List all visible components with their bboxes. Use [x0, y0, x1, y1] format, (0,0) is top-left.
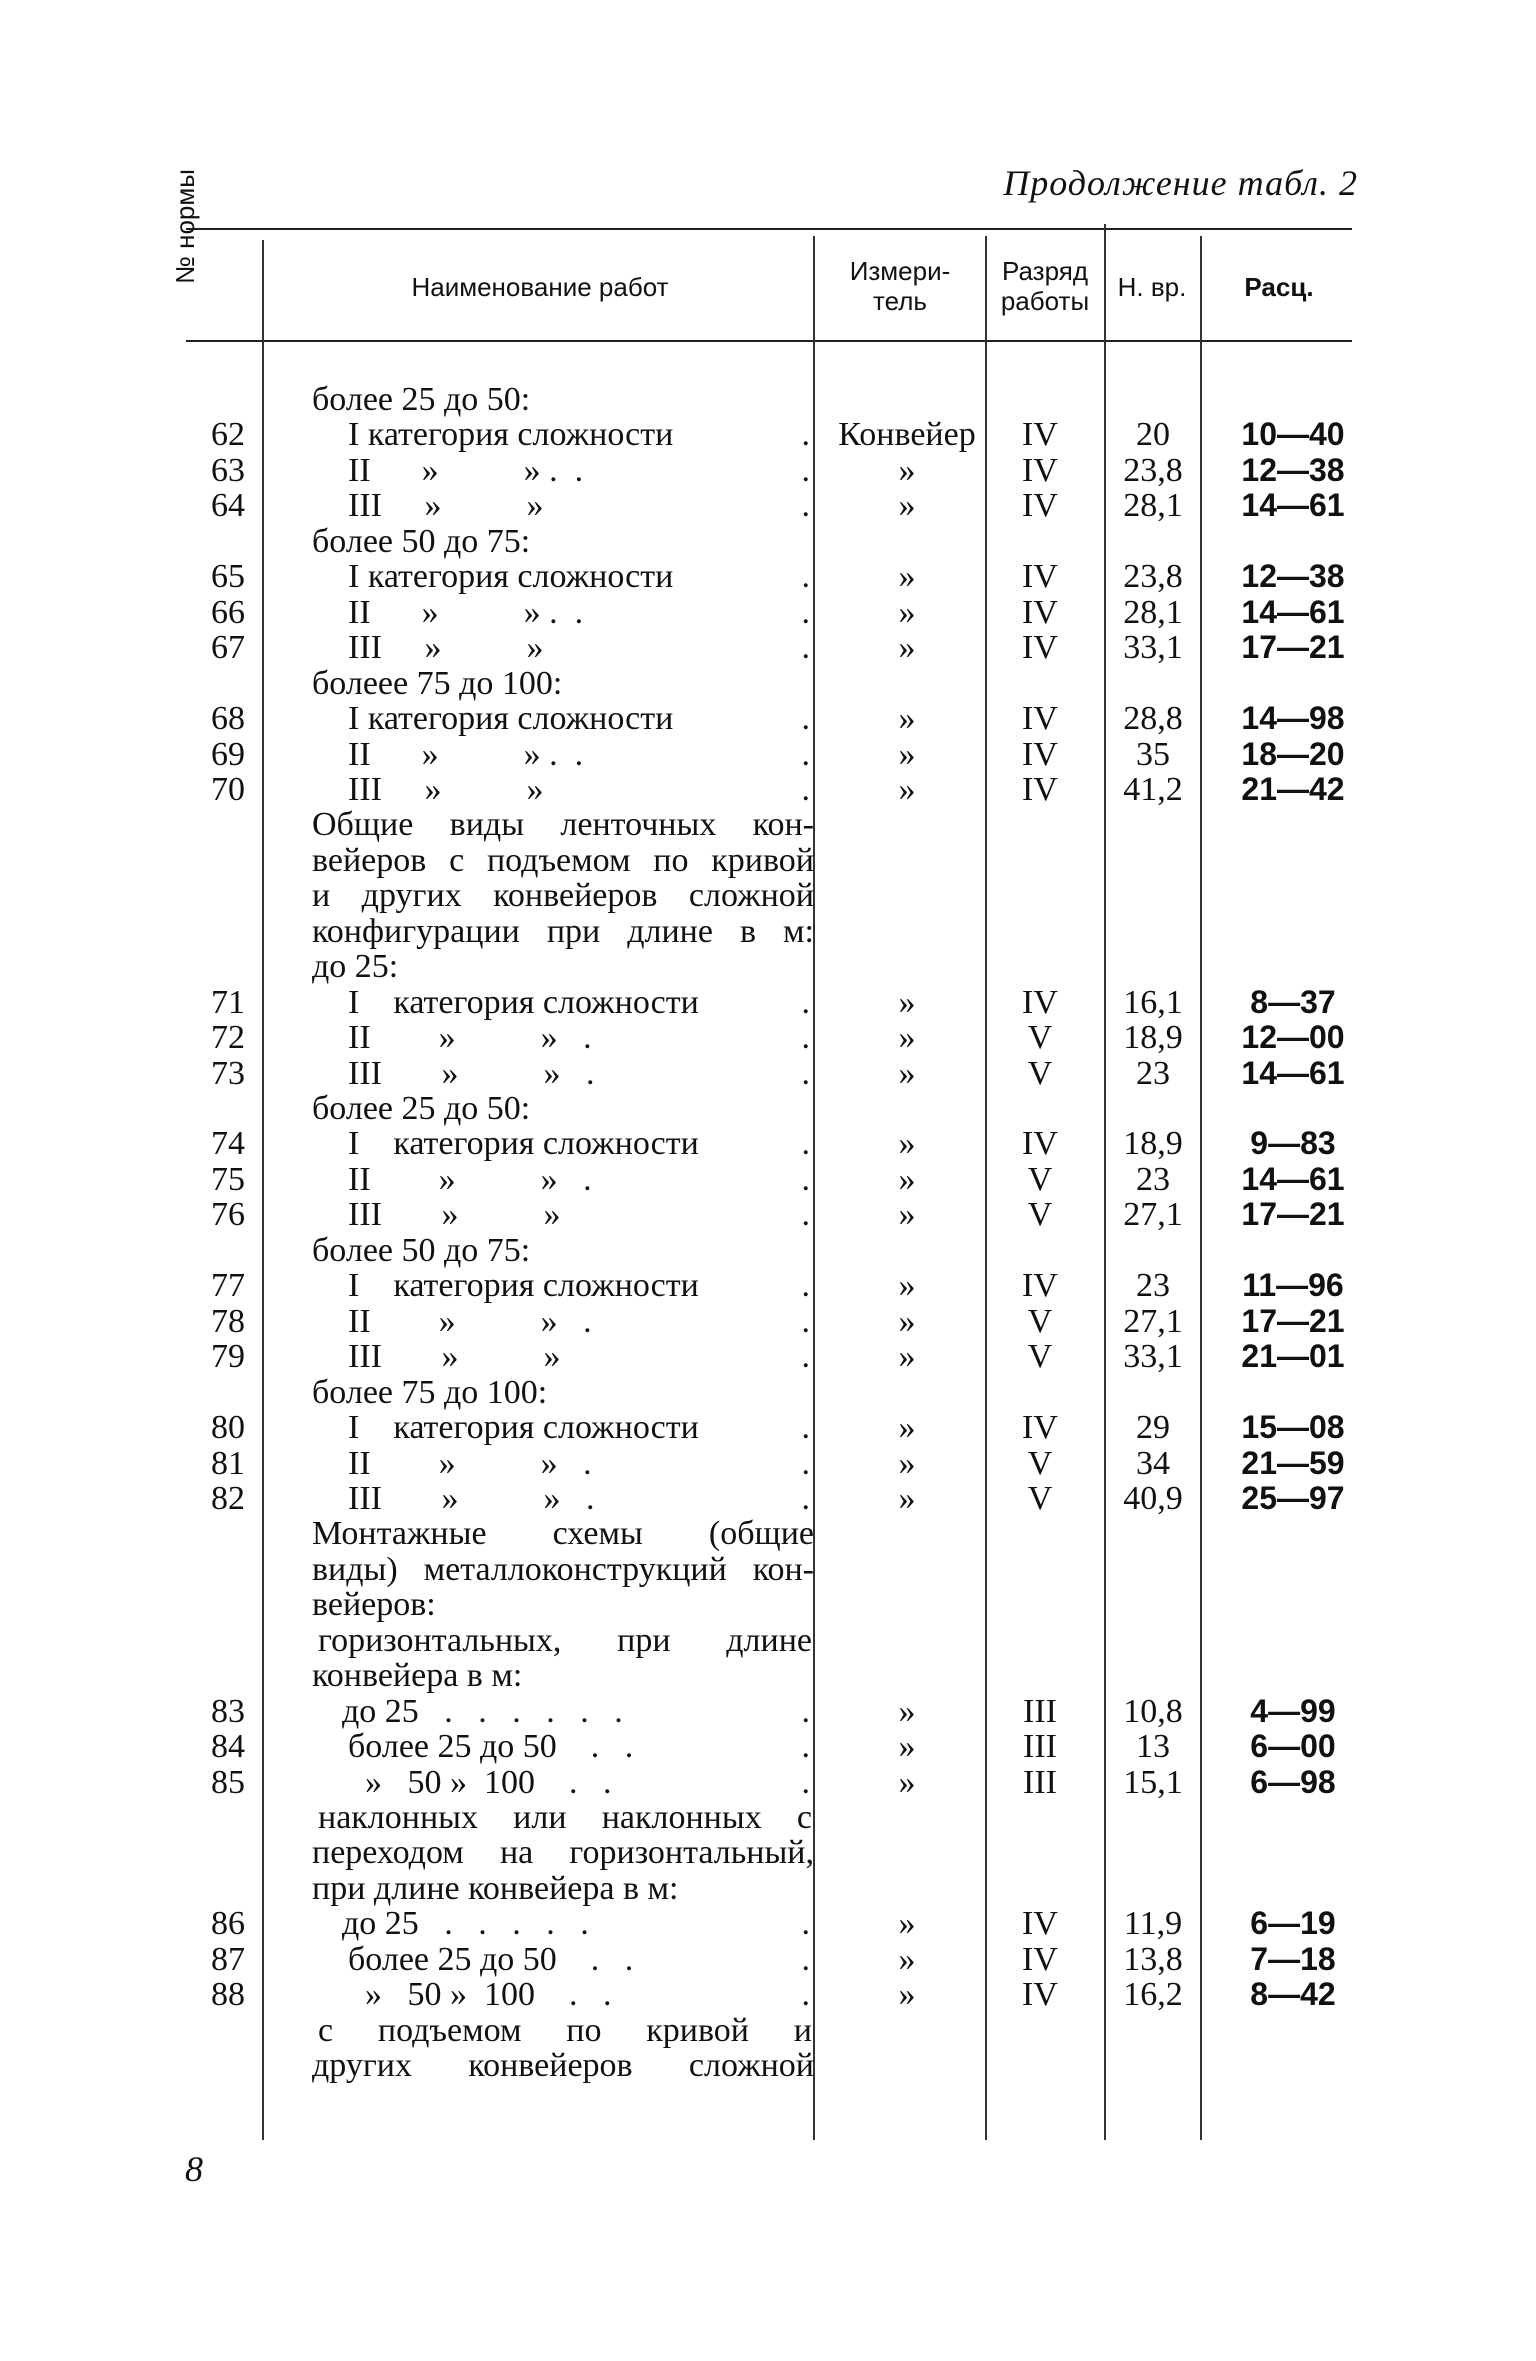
work-grade: IV: [1022, 1267, 1058, 1305]
table-row: [0, 1552, 1536, 1587]
work-name: более 75 до 100:: [312, 1373, 548, 1411]
work-name: II » » . .: [348, 735, 584, 773]
leader-dot: .: [801, 1019, 810, 1057]
work-name: II » » .: [348, 1302, 592, 1340]
work-name: » 50 » 100 . .: [348, 1976, 612, 2014]
rate-value: 6—98: [1250, 1763, 1336, 1800]
measure-unit: »: [898, 593, 916, 631]
header-name: Наименование работ: [411, 272, 669, 302]
norm-number: 88: [211, 1976, 245, 2014]
work-grade: V: [1027, 1444, 1053, 1482]
header-meas-line1: Измери-: [849, 256, 951, 286]
table-row: [0, 985, 1536, 1020]
work-name: виды) металлоконструкций кон-: [312, 1550, 814, 1588]
time-norm: 23: [1136, 1160, 1170, 1198]
rate-value: 4—99: [1250, 1692, 1336, 1729]
time-norm: 23: [1136, 1267, 1170, 1305]
measure-unit: »: [898, 983, 916, 1021]
header-bottom-rule: [186, 340, 1352, 342]
time-norm: 15,1: [1123, 1763, 1183, 1801]
measure-unit: »: [898, 558, 916, 596]
time-norm: 27,1: [1123, 1196, 1183, 1234]
work-name: I категория сложности: [348, 558, 674, 596]
table-row: [0, 1233, 1536, 1268]
table-row: [0, 1800, 1536, 1835]
work-grade: IV: [1022, 1976, 1058, 2014]
measure-unit: »: [898, 1338, 916, 1376]
table-row: [0, 1162, 1536, 1197]
table-row: [0, 1623, 1536, 1658]
measure-unit: »: [898, 1196, 916, 1234]
measure-unit: »: [898, 1728, 916, 1766]
work-name: I категория сложности: [348, 1267, 699, 1305]
rate-value: 18—20: [1241, 735, 1345, 772]
leader-dot: .: [801, 1302, 810, 1340]
leader-dot: .: [801, 629, 810, 667]
measure-unit: »: [898, 1763, 916, 1801]
header-meas-line2: тель: [873, 286, 927, 316]
work-grade: V: [1027, 1302, 1053, 1340]
table-row: [0, 1977, 1536, 2012]
work-name: вейеров с подъемом по кривой: [312, 841, 814, 879]
table-row: [0, 878, 1536, 913]
time-norm: 34: [1136, 1444, 1170, 1482]
work-grade: IV: [1022, 558, 1058, 596]
work-grade: III: [1023, 1728, 1057, 1766]
work-name: болеее 75 до 100:: [312, 664, 563, 702]
rate-value: 14—98: [1241, 700, 1345, 737]
time-norm: 13,8: [1123, 1940, 1183, 1978]
norm-number: 81: [211, 1444, 245, 1482]
work-grade: IV: [1022, 416, 1058, 454]
norm-number: 76: [211, 1196, 245, 1234]
work-name: более 50 до 75:: [312, 522, 531, 560]
work-grade: IV: [1022, 700, 1058, 738]
work-name: Монтажные схемы (общие: [312, 1515, 814, 1553]
work-name: » 50 » 100 . .: [348, 1763, 612, 1801]
rate-value: 7—18: [1250, 1940, 1336, 1977]
leader-dot: .: [801, 1196, 810, 1234]
leader-dot: .: [801, 1409, 810, 1447]
header-grade: [988, 256, 1102, 316]
rate-value: 15—08: [1241, 1409, 1345, 1446]
work-name: III » »: [348, 1196, 561, 1234]
time-norm: 13: [1136, 1728, 1170, 1766]
rate-value: 6—19: [1250, 1905, 1336, 1942]
table-row: [0, 488, 1536, 523]
time-norm: 33,1: [1123, 1338, 1183, 1376]
table-row: [0, 1091, 1536, 1126]
work-name: III » »: [348, 487, 544, 525]
work-grade: V: [1027, 1160, 1053, 1198]
work-name: конвейера в м:: [312, 1657, 523, 1695]
work-grade: IV: [1022, 451, 1058, 489]
rate-value: 12—38: [1241, 558, 1345, 595]
norm-number: 62: [211, 416, 245, 454]
rate-value: 8—37: [1250, 983, 1336, 1020]
norm-number: 71: [211, 983, 245, 1021]
table-row: [0, 1056, 1536, 1091]
work-name: наклонных или наклонных с: [318, 1799, 812, 1836]
table-row: [0, 559, 1536, 594]
leader-dot: .: [801, 487, 810, 525]
table-row: [0, 843, 1536, 878]
work-grade: V: [1027, 1338, 1053, 1376]
rate-value: 14—61: [1241, 1160, 1345, 1197]
norm-number: 66: [211, 593, 245, 631]
work-name: II » » .: [348, 1019, 592, 1057]
work-name: более 50 до 75:: [312, 1231, 531, 1269]
rate-value: 10—40: [1241, 416, 1345, 453]
leader-dot: .: [801, 1054, 810, 1092]
norm-number: 75: [211, 1160, 245, 1198]
table-row: [0, 1658, 1536, 1693]
table-row: [0, 1587, 1536, 1622]
norm-number: 86: [211, 1905, 245, 1943]
leader-dot: .: [801, 1479, 810, 1517]
rate-value: 12—00: [1241, 1019, 1345, 1056]
leader-dot: .: [801, 558, 810, 596]
measure-unit: Конвейер: [838, 416, 976, 454]
work-name: III » » .: [348, 1054, 595, 1092]
table-row: [0, 1339, 1536, 1374]
measure-unit: »: [898, 1409, 916, 1447]
table-row: [0, 914, 1536, 949]
measure-unit: »: [898, 1019, 916, 1057]
table-row: [0, 1268, 1536, 1303]
rate-value: 25—97: [1241, 1479, 1345, 1516]
work-grade: IV: [1022, 983, 1058, 1021]
measure-unit: »: [898, 1302, 916, 1340]
table-row: [0, 1410, 1536, 1445]
norm-number: 70: [211, 770, 245, 808]
measure-unit: »: [898, 735, 916, 773]
table-row: [0, 595, 1536, 630]
table-row: [0, 772, 1536, 807]
work-grade: V: [1027, 1196, 1053, 1234]
header-no: № нормы: [170, 169, 200, 284]
norm-number: 74: [211, 1125, 245, 1163]
table-row: [0, 1516, 1536, 1551]
leader-dot: .: [801, 1444, 810, 1482]
work-name: I категория сложности: [348, 1125, 699, 1163]
work-name: III » »: [348, 629, 544, 667]
rate-value: 8—42: [1250, 1976, 1336, 2013]
work-name: с подъемом по кривой и: [318, 2011, 812, 2049]
header-meas: [820, 256, 980, 316]
work-name: переходом на горизонтальный,: [312, 1834, 814, 1872]
table-row: [0, 1694, 1536, 1729]
rate-value: 14—61: [1241, 487, 1345, 524]
table-row: [0, 807, 1536, 842]
time-norm: 40,9: [1123, 1479, 1183, 1517]
time-norm: 23,8: [1123, 558, 1183, 596]
table-row: [0, 1765, 1536, 1800]
table-row: [0, 701, 1536, 736]
rate-value: 11—96: [1242, 1267, 1344, 1304]
work-name: и других конвейеров сложной: [312, 877, 814, 915]
table-row: [0, 666, 1536, 701]
norm-number: 79: [211, 1338, 245, 1376]
time-norm: 16,1: [1123, 983, 1183, 1021]
time-norm: 18,9: [1123, 1125, 1183, 1163]
work-name: I категория сложности: [348, 700, 674, 738]
time-norm: 18,9: [1123, 1019, 1183, 1057]
time-norm: 41,2: [1123, 770, 1183, 808]
table-row: [0, 1375, 1536, 1410]
measure-unit: »: [898, 1940, 916, 1978]
work-name: I категория сложности: [348, 416, 674, 454]
time-norm: 28,1: [1123, 593, 1183, 631]
work-name: II » » . .: [348, 451, 584, 489]
table-row: [0, 949, 1536, 984]
leader-dot: .: [801, 770, 810, 808]
table-row: [0, 453, 1536, 488]
leader-dot: .: [801, 1940, 810, 1978]
table-row: [0, 2048, 1536, 2083]
work-name: более 25 до 50 . .: [348, 1940, 634, 1978]
measure-unit: »: [898, 1905, 916, 1943]
rate-value: 21—42: [1241, 770, 1345, 807]
norm-number: 87: [211, 1940, 245, 1978]
time-norm: 10,8: [1123, 1692, 1183, 1730]
work-grade: IV: [1022, 1905, 1058, 1943]
work-name: более 25 до 50:: [312, 381, 531, 418]
work-name: II » » . .: [348, 593, 584, 631]
work-name: горизонтальных, при длине: [318, 1621, 812, 1659]
leader-dot: .: [801, 1905, 810, 1943]
table-row: [0, 524, 1536, 559]
table-row: [0, 382, 1536, 417]
measure-unit: »: [898, 1125, 916, 1163]
table-row: [0, 1481, 1536, 1516]
work-grade: IV: [1022, 770, 1058, 808]
header-time: Н. вр.: [1117, 272, 1187, 302]
norm-number: 69: [211, 735, 245, 773]
leader-dot: .: [801, 983, 810, 1021]
rate-value: 17—21: [1241, 1196, 1345, 1233]
leader-dot: .: [801, 1763, 810, 1801]
time-norm: 23,8: [1123, 451, 1183, 489]
work-name: до 25:: [312, 948, 399, 986]
leader-dot: .: [801, 700, 810, 738]
measure-unit: »: [898, 1444, 916, 1482]
work-name: III » » .: [348, 1479, 595, 1517]
work-name: конфигурации при длине в м:: [312, 912, 814, 950]
leader-dot: .: [801, 1160, 810, 1198]
rate-value: 17—21: [1241, 1302, 1345, 1339]
work-name: до 25 . . . . .: [342, 1905, 589, 1943]
work-grade: IV: [1022, 593, 1058, 631]
measure-unit: »: [898, 487, 916, 525]
norm-number: 77: [211, 1267, 245, 1305]
norm-number: 83: [211, 1692, 245, 1730]
leader-dot: .: [801, 1692, 810, 1730]
table-row: [0, 1942, 1536, 1977]
norm-number: 63: [211, 451, 245, 489]
header-grade-line1: Разряд: [1002, 256, 1088, 286]
rate-value: 14—61: [1241, 593, 1345, 630]
leader-dot: .: [801, 735, 810, 773]
norm-number: 67: [211, 629, 245, 667]
leader-dot: .: [801, 1267, 810, 1305]
work-name: других конвейеров сложной: [312, 2047, 814, 2085]
rate-value: 6—00: [1250, 1728, 1336, 1765]
measure-unit: »: [898, 1160, 916, 1198]
table-row: [0, 1835, 1536, 1870]
rate-value: 14—61: [1241, 1054, 1345, 1091]
work-grade: IV: [1022, 1409, 1058, 1447]
time-norm: 16,2: [1123, 1976, 1183, 2014]
norm-number: 68: [211, 700, 245, 738]
time-norm: 27,1: [1123, 1302, 1183, 1340]
norm-number: 73: [211, 1054, 245, 1092]
norm-number: 64: [211, 487, 245, 525]
measure-unit: »: [898, 629, 916, 667]
time-norm: 28,8: [1123, 700, 1183, 738]
leader-dot: .: [801, 593, 810, 631]
table-row: [0, 1446, 1536, 1481]
leader-dot: .: [801, 1338, 810, 1376]
measure-unit: »: [898, 451, 916, 489]
rate-value: 17—21: [1241, 629, 1345, 666]
norm-number: 85: [211, 1763, 245, 1801]
work-grade: III: [1023, 1763, 1057, 1801]
work-grade: V: [1027, 1479, 1053, 1517]
time-norm: 35: [1136, 735, 1170, 773]
work-name: II » » .: [348, 1160, 592, 1198]
page-number: 8: [185, 2149, 203, 2189]
work-name: вейеров:: [312, 1586, 436, 1624]
measure-unit: »: [898, 1479, 916, 1517]
work-name: при длине конвейера в м:: [312, 1869, 679, 1907]
measure-unit: »: [898, 1976, 916, 2014]
table-row: [0, 1729, 1536, 1764]
work-grade: IV: [1022, 487, 1058, 525]
table-row: [0, 1126, 1536, 1161]
leader-dot: .: [801, 1125, 810, 1163]
page-title: Продолжение табл. 2: [1003, 163, 1358, 203]
work-name: I категория сложности: [348, 983, 699, 1021]
table-row: [0, 1906, 1536, 1941]
work-name: более 25 до 50:: [312, 1090, 531, 1127]
measure-unit: »: [898, 1267, 916, 1305]
table-row: [0, 1197, 1536, 1232]
measure-unit: »: [898, 700, 916, 738]
work-name: до 25 . . . . . .: [342, 1692, 623, 1730]
table-row: [0, 1020, 1536, 1055]
table-row: [0, 1304, 1536, 1339]
norm-number: 72: [211, 1019, 245, 1057]
time-norm: 28,1: [1123, 487, 1183, 525]
time-norm: 33,1: [1123, 629, 1183, 667]
leader-dot: .: [801, 416, 810, 454]
leader-dot: .: [801, 451, 810, 489]
header-grade-line2: работы: [1000, 286, 1090, 316]
leader-dot: .: [801, 1728, 810, 1766]
measure-unit: »: [898, 1692, 916, 1730]
work-name: III » »: [348, 1338, 561, 1376]
table-row: [0, 737, 1536, 772]
header-rate: Расц.: [1244, 272, 1314, 302]
work-name: Общие виды ленточных кон-: [312, 806, 814, 844]
work-grade: IV: [1022, 735, 1058, 773]
work-name: I категория сложности: [348, 1409, 699, 1447]
time-norm: 23: [1136, 1054, 1170, 1092]
work-grade: V: [1027, 1054, 1053, 1092]
norm-number: 84: [211, 1728, 245, 1766]
time-norm: 20: [1136, 416, 1170, 454]
norm-number: 78: [211, 1302, 245, 1340]
table-top-rule: [186, 228, 1352, 230]
rate-value: 9—83: [1250, 1125, 1336, 1162]
rate-value: 21—59: [1241, 1444, 1345, 1481]
work-grade: V: [1027, 1019, 1053, 1057]
table-row: [0, 630, 1536, 665]
rate-value: 12—38: [1241, 451, 1345, 488]
work-grade: IV: [1022, 1125, 1058, 1163]
table-row: [0, 2013, 1536, 2048]
work-grade: IV: [1022, 629, 1058, 667]
time-norm: 11,9: [1123, 1905, 1183, 1943]
time-norm: 29: [1136, 1409, 1170, 1447]
measure-unit: »: [898, 1054, 916, 1092]
norm-number: 82: [211, 1479, 245, 1517]
work-name: II » » .: [348, 1444, 592, 1482]
work-grade: IV: [1022, 1940, 1058, 1978]
table-row: [0, 417, 1536, 452]
work-name: более 25 до 50 . .: [348, 1728, 634, 1766]
leader-dot: .: [801, 1976, 810, 2014]
table-row: [0, 1871, 1536, 1906]
norm-number: 65: [211, 558, 245, 596]
work-grade: III: [1023, 1692, 1057, 1730]
rate-value: 21—01: [1241, 1338, 1345, 1375]
measure-unit: »: [898, 770, 916, 808]
work-name: III » »: [348, 770, 544, 808]
norm-number: 80: [211, 1409, 245, 1447]
